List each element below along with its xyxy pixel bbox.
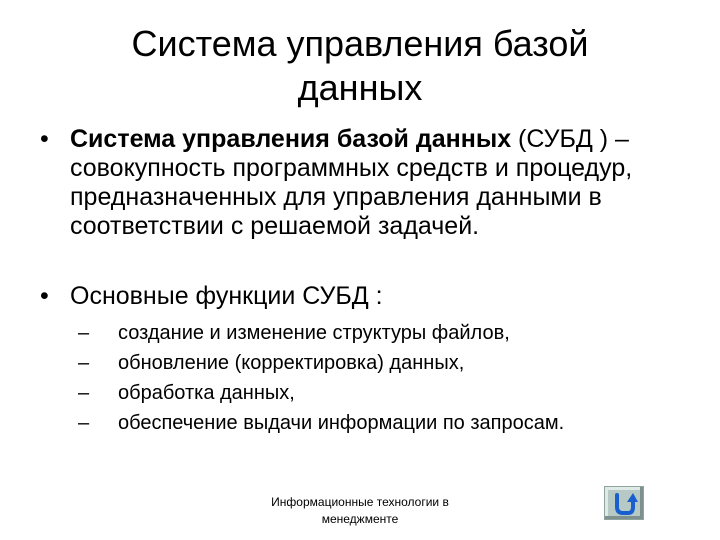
return-button[interactable]	[604, 486, 644, 520]
list-item	[78, 408, 698, 438]
footer-line-2: менеджменте	[321, 512, 399, 526]
list-item	[78, 318, 698, 348]
term-definition: (СУБД ) – совокупность программных средств и процедур, предназначенных для управления данными в соответствии с решаемой задачей.	[70, 125, 633, 240]
list-item-text: обработка данных,	[118, 382, 295, 404]
term-bold: Система управления базой данных	[70, 125, 512, 153]
list-item-text: обеспечение выдачи информации по запросам.	[118, 412, 565, 434]
bullet-marker: •	[40, 125, 49, 153]
list-item-text: создание и изменение структуры файлов,	[118, 322, 510, 344]
bullet-definition	[40, 125, 690, 241]
list-item	[78, 378, 698, 408]
bullet-definition-text	[70, 125, 690, 241]
dash-marker: –	[78, 322, 90, 344]
list-item-text: обновление (корректировка) данных,	[118, 352, 465, 374]
bullet-functions-text: Основные функции СУБД :	[70, 282, 383, 310]
slide-footer	[250, 494, 470, 528]
dash-marker: –	[78, 382, 90, 404]
functions-list	[78, 318, 698, 438]
title-line-1: Система управления базой	[131, 23, 589, 64]
title-line-2: данных	[297, 67, 423, 108]
slide-title	[60, 22, 660, 110]
list-item	[78, 348, 698, 378]
footer-line-1: Информационные технологии в	[271, 495, 449, 509]
bullet-marker: •	[40, 282, 49, 310]
dash-marker: –	[78, 352, 90, 374]
bullet-functions	[40, 282, 690, 311]
dash-marker: –	[78, 412, 90, 434]
return-arrow-icon	[611, 491, 639, 517]
